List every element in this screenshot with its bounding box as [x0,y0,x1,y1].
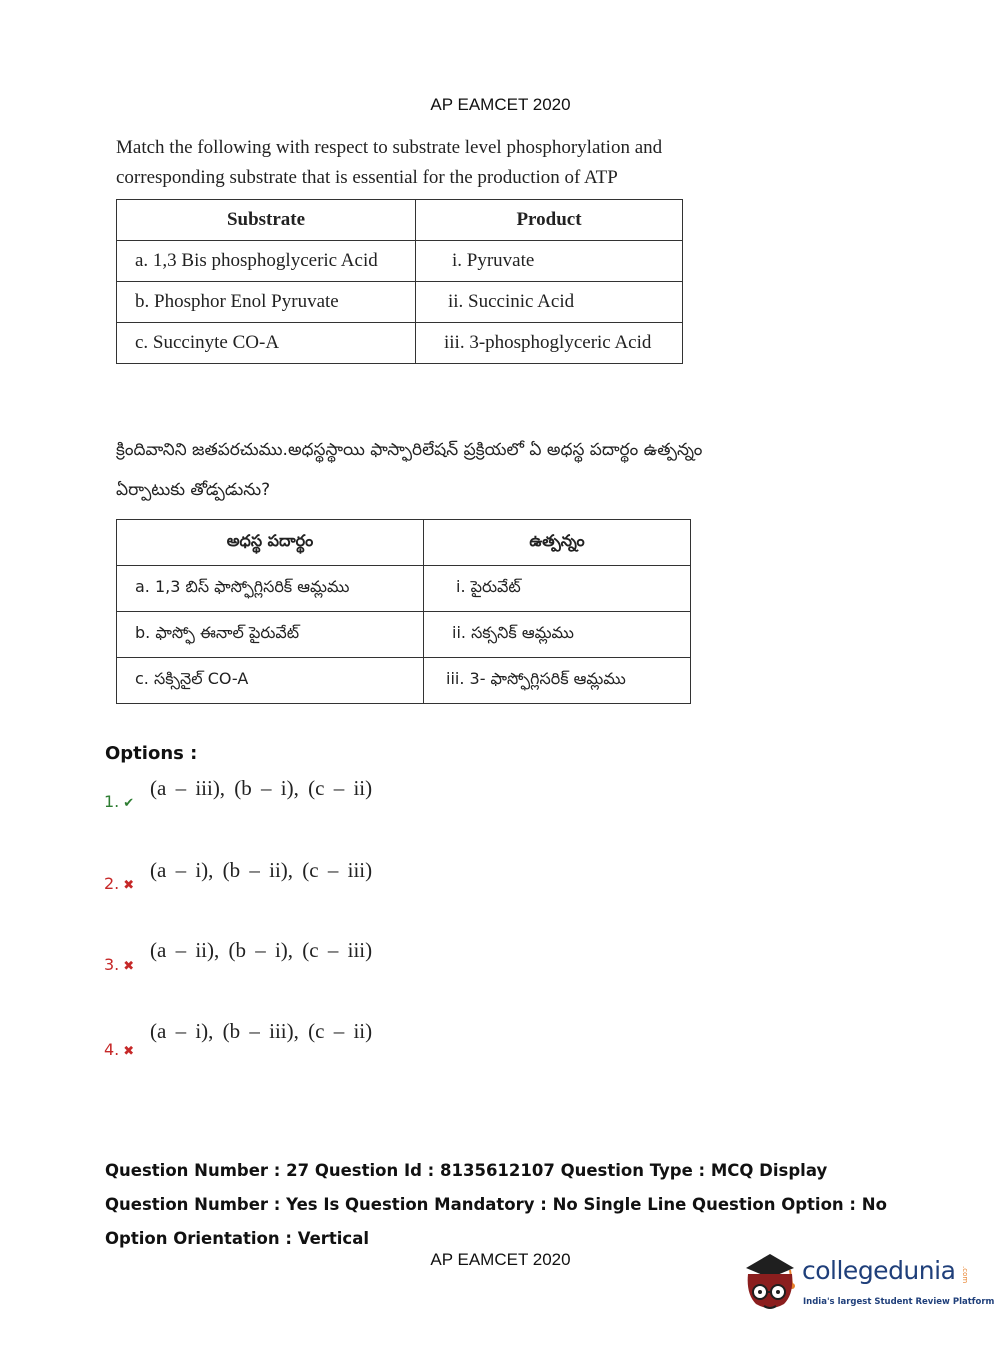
option-number: 2. [104,874,120,893]
table-cell: ii. సక్సనిక్ ఆమ్లము [424,612,691,658]
table-cell: i. పైరువేట్ [424,566,691,612]
logo-com: .com [961,1266,969,1284]
table-cell: i. Pyruvate [416,241,683,282]
table-header-substrate-te: అధస్థ పదార్థం [117,520,424,566]
options-label: Options : [105,743,198,764]
question-metadata: Question Number : 27 Question Id : 8135612107 Question Type : MCQ Display Question Number : Yes Is Question Mandatory : No Single Line Question Option : No Option Orientation : Vertical [105,1161,887,1248]
option-1-number [104,792,134,811]
option-number: 1. [104,792,120,811]
table-row [117,323,683,364]
table-cell: b. ఫాస్ఫో ఈనాల్ పైరువేట్ [117,612,424,658]
table-row [117,658,691,704]
table-cell: a. 1,3 బిస్ ఫాస్ఫోగ్లిసరిక్ ఆమ్లము [117,566,424,612]
check-icon: ✔ [123,796,135,811]
table-header-product: Product [416,200,683,241]
option-4-number [104,1040,134,1059]
cross-icon: ✖ [123,959,135,974]
table-cell: iii. 3-phosphoglyceric Acid [416,323,683,364]
page-footer: AP EAMCET 2020 [430,1250,571,1269]
question-telugu: క్రిందివానిని జతపరచుము.అధస్థస్థాయి ఫాస్ఫారిలేషన్ ప్రక్రియలో ఏ అధస్థ పదార్థం ఉత్పన్నం ఏర్పాటుకు తోడ్పడును? [116,440,703,500]
option-number: 3. [104,955,120,974]
table-cell: b. Phosphor Enol Pyruvate [117,282,416,323]
table-row [117,566,691,612]
table-header-product-te: ఉత్పన్నం [424,520,691,566]
table-row [117,241,683,282]
table-cell: c. Succinyte CO-A [117,323,416,364]
option-4-text: (a – i), (b – iii), (c – ii) [150,1019,373,1043]
option-3-number [104,955,134,974]
table-row [117,612,691,658]
question-english: Match the following with respect to substrate level phosphorylation and corresponding substrate that is essential for the production of ATP [116,137,663,188]
option-2-text: (a – i), (b – ii), (c – iii) [150,858,373,882]
option-1-text: (a – iii), (b – i), (c – ii) [150,776,373,800]
mascot-icon [740,1248,802,1318]
cross-icon: ✖ [123,878,135,893]
table-row [117,282,683,323]
page-header: AP EAMCET 2020 [430,95,571,114]
cross-icon: ✖ [123,1044,135,1059]
table-cell: a. 1,3 Bis phosphoglyceric Acid [117,241,416,282]
match-table-english [116,199,683,364]
table-cell: c. సక్సినైల్ CO-A [117,658,424,704]
logo-name: collegedunia [802,1256,956,1285]
option-number: 4. [104,1040,120,1059]
option-3-text: (a – ii), (b – i), (c – iii) [150,938,373,962]
option-2-number [104,874,134,893]
match-table-telugu [116,519,691,704]
table-cell: ii. Succinic Acid [416,282,683,323]
logo-tagline: India's largest Student Review Platform [803,1297,995,1307]
table-header-substrate: Substrate [117,200,416,241]
collegedunia-logo[interactable] [740,1248,995,1318]
table-cell: iii. 3- ఫాస్ఫోగ్లిసరిక్ ఆమ్లము [424,658,691,704]
